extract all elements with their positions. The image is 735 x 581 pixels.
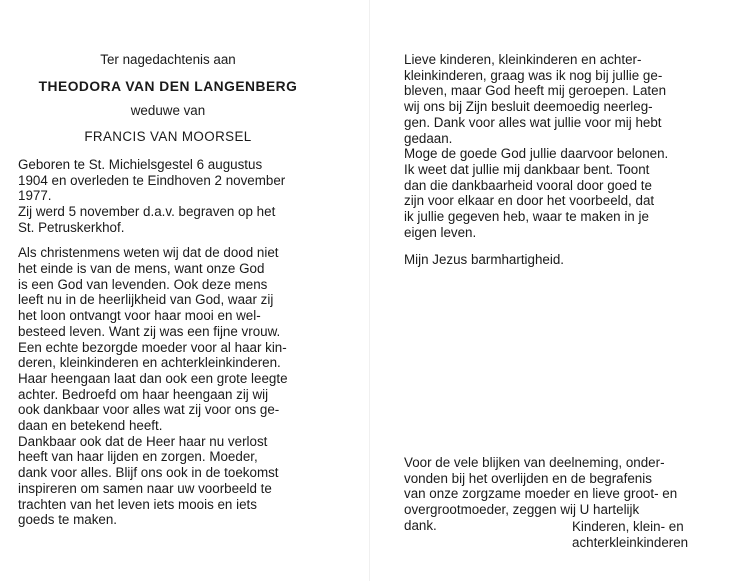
prayer-text: Mijn Jezus barmhartigheid. (404, 252, 565, 268)
spouse-name: FRANCIS VAN MOORSEL (84, 129, 252, 145)
bio-line: 1904 en overleden te Eindhoven 2 november (18, 172, 286, 188)
body-paragraph-1 (18, 245, 318, 433)
bio-paragraph (18, 157, 318, 236)
body-line: deren, kleinkinderen en achterkleinkinderen. (18, 355, 281, 371)
body-line: is een God van levenden. Ook deze mens (18, 276, 268, 292)
thanks-line: Voor de vele blijken van deelneming, onder- (404, 455, 665, 470)
right-panel (404, 52, 700, 268)
bio-line: Geboren te St. Michielsgestel 6 augustus (18, 156, 263, 172)
signature-line: Kinderen, klein- en (572, 519, 684, 534)
body-line: goeds te maken. (18, 512, 118, 528)
letter-line: Moge de goede God jullie daarvoor belonen. (404, 146, 669, 162)
letter-line: kleinkinderen, graag was ik nog bij jullie ge- (404, 67, 663, 83)
intro-text: Ter nagedachtenis aan (100, 52, 236, 67)
letter-line: wij ons bij Zijn besluit deemoedig neerleg- (404, 99, 653, 115)
bio-line: Zij werd 5 november d.a.v. begraven op het (18, 203, 276, 219)
letter-line: eigen leven. (404, 224, 477, 240)
body-line: Haar heengaan laat dan ook een grote leegte (18, 370, 288, 386)
fold-line (369, 0, 370, 581)
body-line: Als christenmens weten wij dat de dood niet (18, 245, 279, 261)
letter-line: bleven, maar God heeft mij geroepen. Laten (404, 83, 667, 99)
body-line: het loon ontvangt voor haar mooi en wel- (18, 308, 261, 324)
farewell-letter (404, 52, 700, 240)
thanks-line: dank. (404, 517, 437, 533)
deceased-name: THEODORA VAN DEN LANGENBERG (38, 78, 298, 94)
thanks-line: van onze zorgzame moeder en lieve groot- en (404, 486, 678, 502)
relation-text: weduwe van (130, 103, 206, 119)
body-line: trachten van het leven iets moois en iets (18, 496, 257, 512)
body-line: achter. Bedroefd om haar heengaan zij wij (18, 386, 269, 402)
body-paragraph-2 (18, 434, 318, 528)
letter-line: ik jullie gegeven heb, waar te maken in je (404, 209, 649, 225)
letter-line: gedaan. (404, 130, 453, 146)
body-line: daan en betekend heeft. (18, 418, 163, 434)
body-line: inspireren om samen naar uw voorbeeld te (18, 480, 272, 496)
body-line: Dankbaar ook dat de Heer haar nu verlost (18, 433, 268, 449)
body-line: leeft nu in de heerlijkheid van God, waar zij (18, 292, 274, 308)
body-line: dank voor alles. Blijf ons ook in de toekomst (18, 465, 279, 481)
thanks-line: overgrootmoeder, zeggen wij U hartelijk (404, 502, 640, 518)
bio-line: St. Petruskerkhof. (18, 219, 125, 235)
body-line: Een echte bezorgde moeder voor al haar kin- (18, 339, 287, 355)
thanks-line: vonden bij het overlijden en de begrafenis (404, 470, 652, 486)
letter-line: Lieve kinderen, kleinkinderen en achter- (404, 52, 642, 67)
letter-line: zijn voor elkaar en door het voorbeeld, dat (404, 193, 655, 209)
left-panel (18, 52, 318, 528)
bio-line: 1977. (18, 188, 52, 204)
letter-line: Ik weet dat jullie mij dankbaar bent. Toont (404, 161, 650, 177)
body-line: heeft van haar lijden en zorgen. Moeder, (18, 449, 258, 465)
letter-line: dan die dankbaarheid vooral door goed te (404, 177, 652, 193)
body-line: besteed leven. Want zij was een fijne vrouw. (18, 323, 281, 339)
body-line: het einde is van de mens, want onze God (18, 261, 265, 277)
letter-line: gen. Dank voor alles wat jullie voor mij hebt (404, 114, 662, 130)
body-line: ook dankbaar voor alles wat zij voor ons ge- (18, 402, 280, 418)
signature-block (572, 519, 702, 550)
signature-line: achterkleinkinderen (572, 534, 689, 550)
